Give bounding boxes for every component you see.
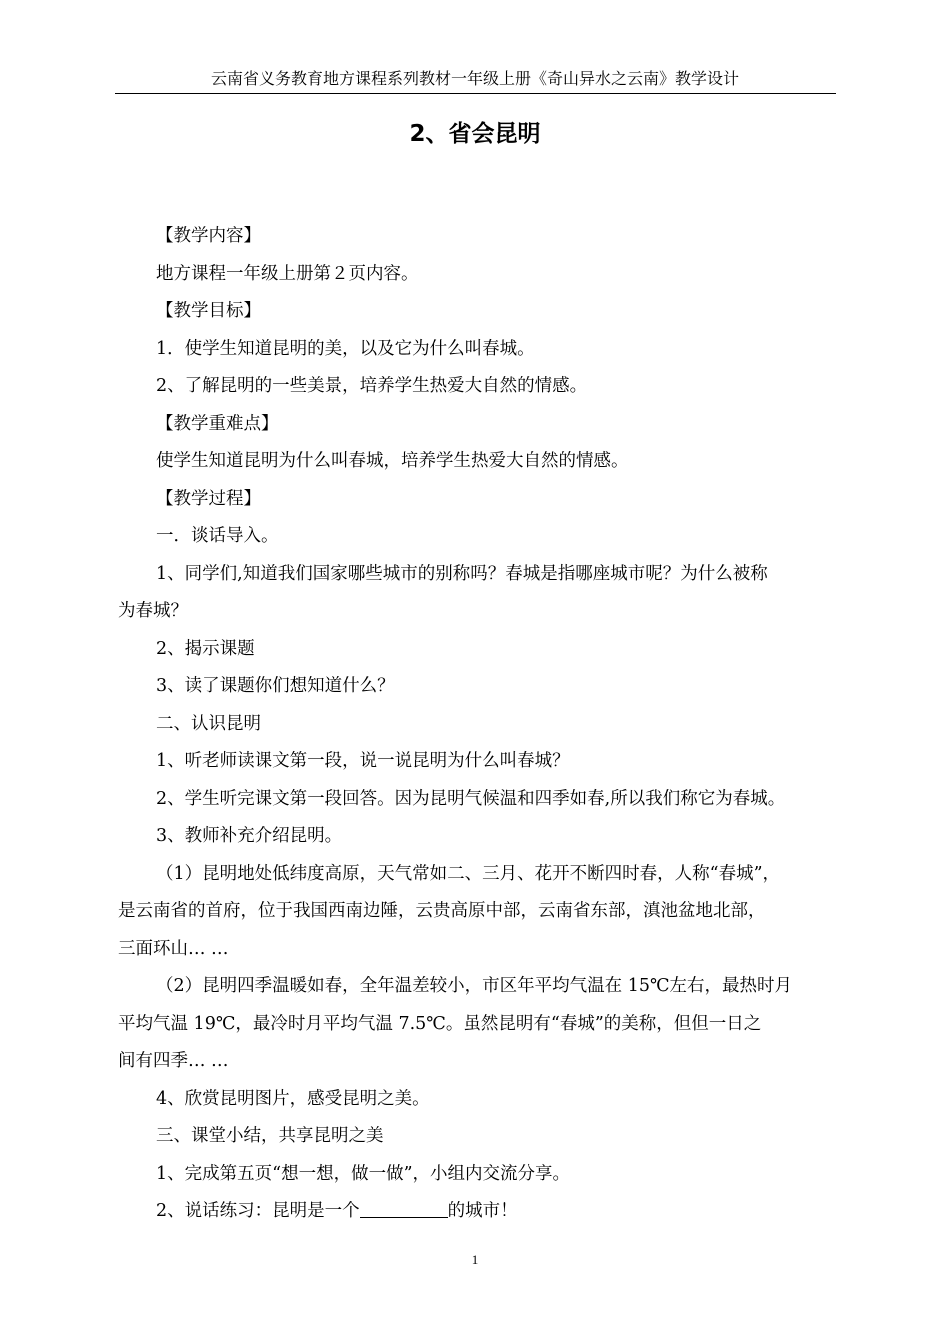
document-body [118,218,836,1231]
paragraph-line: 是云南省的首府，位于我国西南边陲，云贵高原中部，云南省东部，滇池盆地北部， [118,901,766,921]
page-title: 2、省会昆明 [409,121,541,147]
list-item: 3、教师补充介绍昆明。 [156,826,343,846]
paragraph-line: （2）昆明四季温暖如春，全年温差较小，市区年平均气温在 15℃左右，最热时月 [156,976,793,996]
paragraph-line: 间有四季… … [118,1051,229,1071]
section-heading-key-points: 【教学重难点】 [156,413,279,434]
paragraph-line: 为春城？ [118,601,188,621]
page-number: 1 [471,1252,479,1267]
section-heading-process: 【教学过程】 [156,488,261,509]
subsection-heading: 三、课堂小结，共享昆明之美 [156,1126,384,1146]
paragraph-line: 三面环山… … [118,938,229,959]
section-heading-content: 【教学内容】 [156,226,261,246]
subsection-heading: 一．谈话导入。 [156,526,279,546]
paragraph: 地方课程一年级上册第２页内容。 [156,263,419,284]
paragraph-line: （1）昆明地处低纬度高原，天气常如二、三月、花开不断四时春，人称“春城”， [156,863,781,884]
fill-in-suffix: 的城市！ [447,1201,518,1221]
subsection-heading: 二、认识昆明 [156,713,261,734]
list-item: 2、学生听完课文第一段回答。因为昆明气候温和四季如春,所以我们称它为春城。 [156,788,786,809]
section-heading-goals: 【教学目标】 [156,301,261,321]
list-item: 3、读了课题你们想知道什么？ [156,676,395,696]
paragraph: 使学生知道昆明为什么叫春城，培养学生热爱大自然的情感。 [156,451,629,471]
list-item: 2、揭示课题 [156,638,255,659]
list-item: 1、听老师读课文第一段，说一说昆明为什么叫春城？ [156,751,570,771]
list-item: 1．使学生知道昆明的美，以及它为什么叫春城。 [156,338,535,359]
list-item: 2、了解昆明的一些美景，培养学生热爱大自然的情感。 [156,376,588,396]
paragraph-line: 1、同学们,知道我们国家哪些城市的别称吗？春城是指哪座城市呢？为什么被称 [156,563,768,584]
page-header: 云南省义务教育地方课程系列教材一年级上册《奇山异水之云南》教学设计 [210,69,739,88]
header-divider [115,93,836,94]
fill-in-blank [360,1199,448,1218]
fill-in-prompt: 2、说话练习：昆明是一个 [156,1201,360,1221]
list-item: 4、欣赏昆明图片，感受昆明之美。 [156,1088,430,1109]
list-item [118,1193,836,1231]
list-item: 1、完成第五页“想一想，做一做”，小组内交流分享。 [156,1163,571,1184]
paragraph-line: 平均气温 19℃，最冷时月平均气温 7.5℃。虽然昆明有“春城”的美称，但但一日之 [118,1013,762,1034]
